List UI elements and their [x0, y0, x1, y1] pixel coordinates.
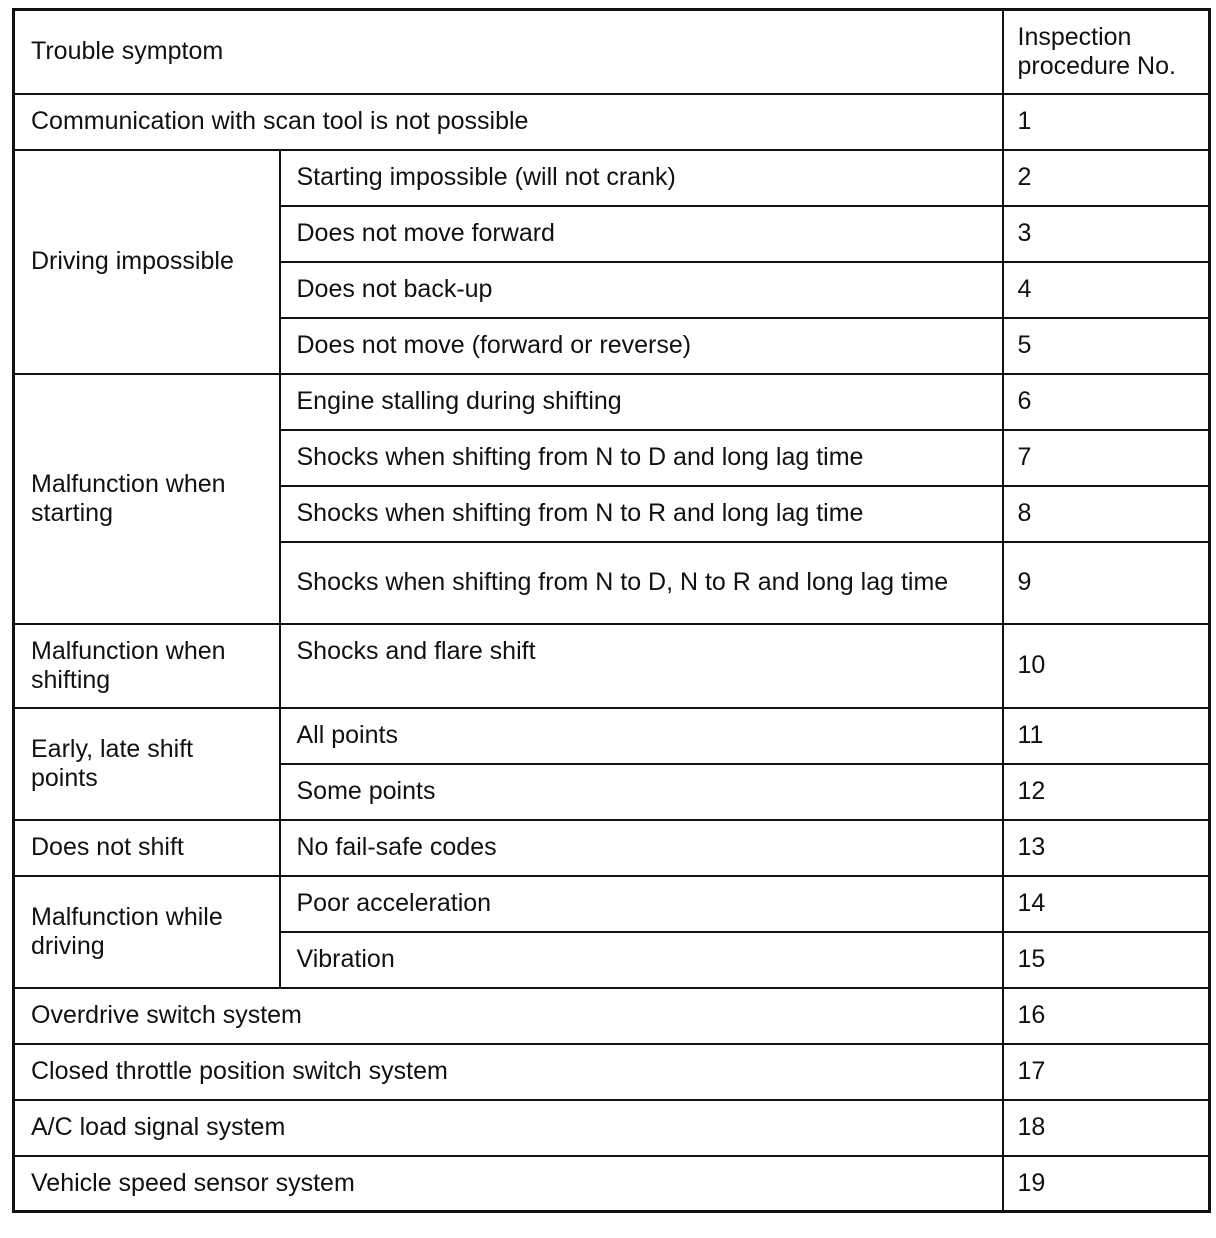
group-label-early-late-shift-points: Early, late shift points [14, 708, 280, 820]
procedure-number: 4 [1003, 262, 1210, 318]
procedure-number: 6 [1003, 374, 1210, 430]
symptom-cell: No fail-safe codes [280, 820, 1003, 876]
table-row [14, 150, 1210, 206]
symptom-cell: All points [280, 708, 1003, 764]
table-row [14, 94, 1210, 150]
symptom-cell: Vibration [280, 932, 1003, 988]
procedure-number: 13 [1003, 820, 1210, 876]
symptom-cell: Does not move (forward or reverse) [280, 318, 1003, 374]
document-page [12, 8, 1208, 1213]
symptom-cell: Shocks and flare shift [280, 624, 1003, 708]
symptom-cell: Starting impossible (will not crank) [280, 150, 1003, 206]
procedure-number: 18 [1003, 1100, 1210, 1156]
symptom-cell: Shocks when shifting from N to D and long lag time [280, 430, 1003, 486]
procedure-number: 10 [1003, 624, 1210, 708]
table-row [14, 1044, 1210, 1100]
procedure-number: 12 [1003, 764, 1210, 820]
procedure-number: 1 [1003, 94, 1210, 150]
symptom-cell: Does not back-up [280, 262, 1003, 318]
header-trouble-symptom: Trouble symptom [14, 10, 1003, 94]
symptom-cell: Some points [280, 764, 1003, 820]
symptom-cell: Shocks when shifting from N to R and long lag time [280, 486, 1003, 542]
procedure-number: 7 [1003, 430, 1210, 486]
table-row [14, 876, 1210, 932]
symptom-cell: Poor acceleration [280, 876, 1003, 932]
table-row [14, 708, 1210, 764]
group-label-driving-impossible: Driving impossible [14, 150, 280, 374]
trouble-symptom-table [12, 8, 1211, 1213]
symptom-cell: Overdrive switch system [14, 988, 1003, 1044]
procedure-number: 16 [1003, 988, 1210, 1044]
symptom-cell: Communication with scan tool is not possible [14, 94, 1003, 150]
symptom-cell: Does not move forward [280, 206, 1003, 262]
procedure-number: 9 [1003, 542, 1210, 624]
procedure-number: 14 [1003, 876, 1210, 932]
table-row [14, 624, 1210, 708]
procedure-number: 17 [1003, 1044, 1210, 1100]
procedure-number: 3 [1003, 206, 1210, 262]
group-label-malfunction-when-starting: Malfunction when starting [14, 374, 280, 624]
procedure-number: 11 [1003, 708, 1210, 764]
table-row [14, 374, 1210, 430]
table-row [14, 988, 1210, 1044]
group-label-malfunction-when-shifting: Malfunction when shifting [14, 624, 280, 708]
group-label-malfunction-while-driving: Malfunction while driving [14, 876, 280, 988]
symptom-cell: Shocks when shifting from N to D, N to R and long lag time [280, 542, 1003, 624]
procedure-number: 15 [1003, 932, 1210, 988]
procedure-number: 2 [1003, 150, 1210, 206]
header-inspection-procedure: Inspection procedure No. [1003, 10, 1210, 94]
group-label-does-not-shift: Does not shift [14, 820, 280, 876]
symptom-cell: Engine stalling during shifting [280, 374, 1003, 430]
procedure-number: 5 [1003, 318, 1210, 374]
symptom-cell: Vehicle speed sensor system [14, 1156, 1003, 1212]
table-row [14, 820, 1210, 876]
table-header-row [14, 10, 1210, 94]
symptom-cell: A/C load signal system [14, 1100, 1003, 1156]
table-row [14, 1100, 1210, 1156]
procedure-number: 19 [1003, 1156, 1210, 1212]
table-row [14, 1156, 1210, 1212]
procedure-number: 8 [1003, 486, 1210, 542]
symptom-cell: Closed throttle position switch system [14, 1044, 1003, 1100]
